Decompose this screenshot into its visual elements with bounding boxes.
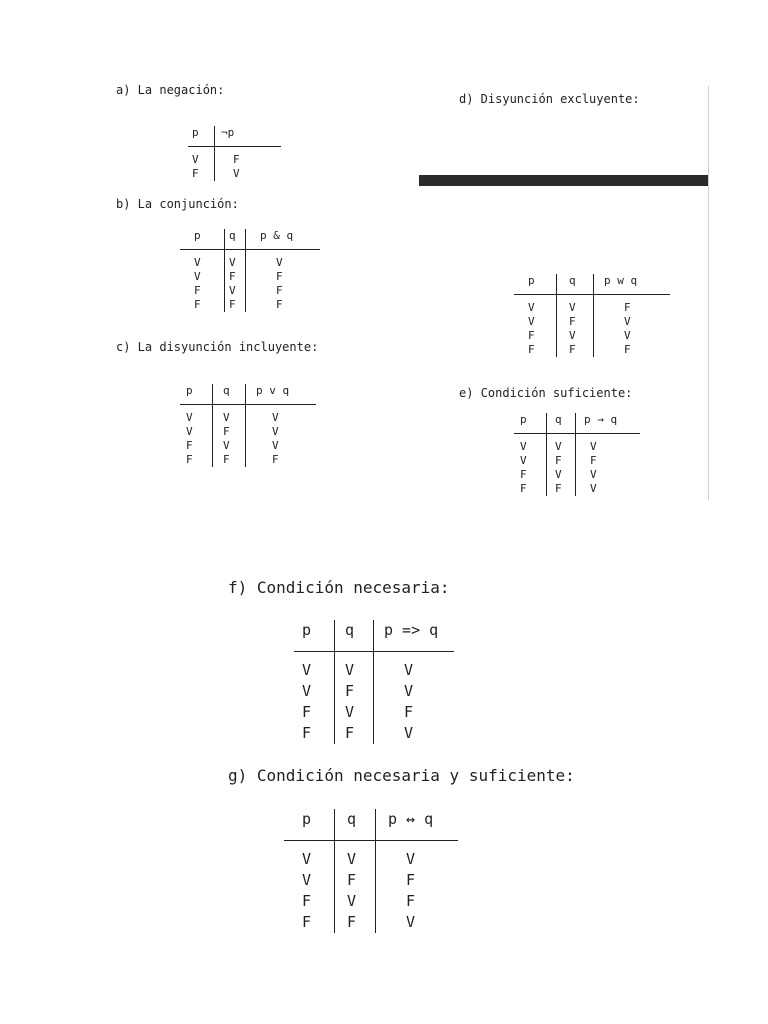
cell: F — [276, 284, 283, 297]
header-cell: p — [180, 229, 225, 250]
cell: V — [180, 250, 225, 271]
cell: F — [188, 167, 215, 181]
cell: F — [624, 343, 631, 356]
truth-table-negation — [188, 126, 281, 181]
heading-necessary-condition: f) Condición necesaria: — [228, 578, 450, 597]
table-row — [188, 167, 281, 181]
table-row — [514, 454, 640, 468]
page-edge-rule — [708, 86, 709, 500]
truth-table-exclusive-disjunction — [514, 274, 670, 357]
cell: F — [335, 723, 374, 744]
cell: V — [624, 315, 631, 328]
table-row — [514, 434, 640, 455]
cell: F — [180, 284, 225, 298]
header-cell: p — [188, 126, 215, 147]
cell: V — [404, 661, 414, 679]
cell: V — [284, 870, 335, 891]
cell: F — [225, 270, 246, 284]
header-cell: q — [335, 620, 374, 652]
truth-table-necessary-condition — [294, 620, 454, 744]
cell: F — [180, 298, 225, 312]
cell: F — [624, 301, 631, 314]
cell: V — [276, 256, 283, 269]
cell: V — [406, 850, 416, 868]
cell: V — [272, 439, 279, 452]
table-header-row — [180, 384, 316, 405]
cell: F — [557, 315, 594, 329]
table-row — [294, 652, 454, 682]
heading-negation: a) La negación: — [116, 83, 225, 97]
header-cell: q — [213, 384, 246, 405]
table-header-row — [514, 274, 670, 295]
table-row — [284, 841, 458, 871]
cell: F — [294, 702, 335, 723]
header-cell: p — [514, 274, 557, 295]
truth-table-conjunction — [180, 229, 320, 312]
truth-table-necessary-sufficient-condition — [284, 809, 458, 933]
table-row — [294, 702, 454, 723]
cell: V — [406, 913, 416, 931]
cell: V — [557, 329, 594, 343]
cell: V — [590, 482, 597, 495]
cell: V — [272, 425, 279, 438]
cell: F — [335, 681, 374, 702]
cell: V — [225, 284, 246, 298]
header-cell: q — [225, 229, 246, 250]
cell: V — [514, 315, 557, 329]
cell: V — [590, 440, 597, 453]
cell: F — [284, 891, 335, 912]
header-cell: p — [284, 809, 335, 841]
header-cell: p — [180, 384, 213, 405]
table-row — [180, 250, 320, 271]
header-cell: p ↔ q — [388, 810, 434, 828]
table-header-row — [284, 809, 458, 841]
cell: V — [404, 682, 414, 700]
cell: V — [335, 652, 374, 682]
cell: V — [404, 724, 414, 742]
table-row — [284, 891, 458, 912]
cell: F — [335, 912, 376, 933]
cell: F — [294, 723, 335, 744]
cell: F — [406, 892, 416, 910]
table-row — [284, 870, 458, 891]
cell: V — [335, 702, 374, 723]
table-row — [514, 482, 640, 496]
table-row — [514, 329, 670, 343]
cell: V — [624, 329, 631, 342]
cell: F — [225, 298, 246, 312]
cell: V — [180, 425, 213, 439]
cell: V — [514, 434, 547, 455]
header-cell: q — [335, 809, 376, 841]
cell: V — [547, 434, 576, 455]
cell: F — [557, 343, 594, 357]
cell: F — [233, 153, 240, 166]
table-row — [180, 453, 316, 467]
heading-exclusive-disjunction: d) Disyunción excluyente: — [459, 92, 640, 106]
header-cell: q — [557, 274, 594, 295]
table-row — [514, 315, 670, 329]
header-cell: p → q — [584, 413, 618, 426]
table-row — [180, 270, 320, 284]
table-row — [284, 912, 458, 933]
cell: V — [335, 891, 376, 912]
heading-sufficient-condition: e) Condición suficiente: — [459, 386, 633, 400]
cell: F — [514, 482, 547, 496]
cell: F — [514, 329, 557, 343]
cell: F — [514, 468, 547, 482]
cell: V — [213, 405, 246, 426]
cell: V — [284, 841, 335, 871]
cell: V — [272, 411, 279, 424]
cell: F — [284, 912, 335, 933]
cell: V — [213, 439, 246, 453]
cell: F — [547, 454, 576, 468]
cell: V — [188, 147, 215, 168]
cell: V — [335, 841, 376, 871]
header-cell: q — [547, 413, 576, 434]
cell: F — [514, 343, 557, 357]
cell: V — [557, 295, 594, 316]
cell: F — [180, 439, 213, 453]
heading-inclusive-disjunction: c) La disyunción incluyente: — [116, 340, 319, 354]
table-header-row — [514, 413, 640, 434]
cell: V — [514, 295, 557, 316]
header-cell: p => q — [384, 621, 439, 639]
cell: V — [180, 270, 225, 284]
cell: F — [404, 703, 414, 721]
cell: F — [335, 870, 376, 891]
table-header-row — [180, 229, 320, 250]
cell: F — [406, 871, 416, 889]
header-cell: p & q — [260, 229, 294, 242]
table-row — [180, 439, 316, 453]
table-header-row — [294, 620, 454, 652]
table-row — [180, 298, 320, 312]
table-row — [514, 295, 670, 316]
cell: F — [547, 482, 576, 496]
table-row — [180, 405, 316, 426]
cell: V — [590, 468, 597, 481]
table-row — [294, 681, 454, 702]
heading-conjunction: b) La conjunción: — [116, 197, 239, 211]
cell: V — [294, 652, 335, 682]
table-row — [514, 468, 640, 482]
cell: V — [514, 454, 547, 468]
table-row — [294, 723, 454, 744]
cell: V — [180, 405, 213, 426]
cell: F — [272, 453, 279, 466]
cell: F — [213, 425, 246, 439]
cell: F — [276, 298, 283, 311]
table-row — [514, 343, 670, 357]
header-cell: p v q — [256, 384, 290, 397]
cell: F — [213, 453, 246, 467]
table-row — [180, 284, 320, 298]
header-cell: ¬p — [221, 126, 235, 139]
header-cell: p w q — [604, 274, 638, 287]
cell: V — [294, 681, 335, 702]
truth-table-inclusive-disjunction — [180, 384, 316, 467]
cell: V — [225, 250, 246, 271]
header-cell: p — [514, 413, 547, 434]
scan-bar — [419, 175, 709, 186]
table-row — [188, 147, 281, 168]
header-cell: p — [294, 620, 335, 652]
table-header-row — [188, 126, 281, 147]
heading-necessary-sufficient-condition: g) Condición necesaria y suficiente: — [228, 766, 575, 785]
table-row — [180, 425, 316, 439]
cell: F — [180, 453, 213, 467]
cell: V — [547, 468, 576, 482]
truth-table-sufficient-condition — [514, 413, 640, 496]
cell: V — [233, 167, 240, 180]
cell: F — [276, 270, 283, 283]
cell: F — [590, 454, 597, 467]
